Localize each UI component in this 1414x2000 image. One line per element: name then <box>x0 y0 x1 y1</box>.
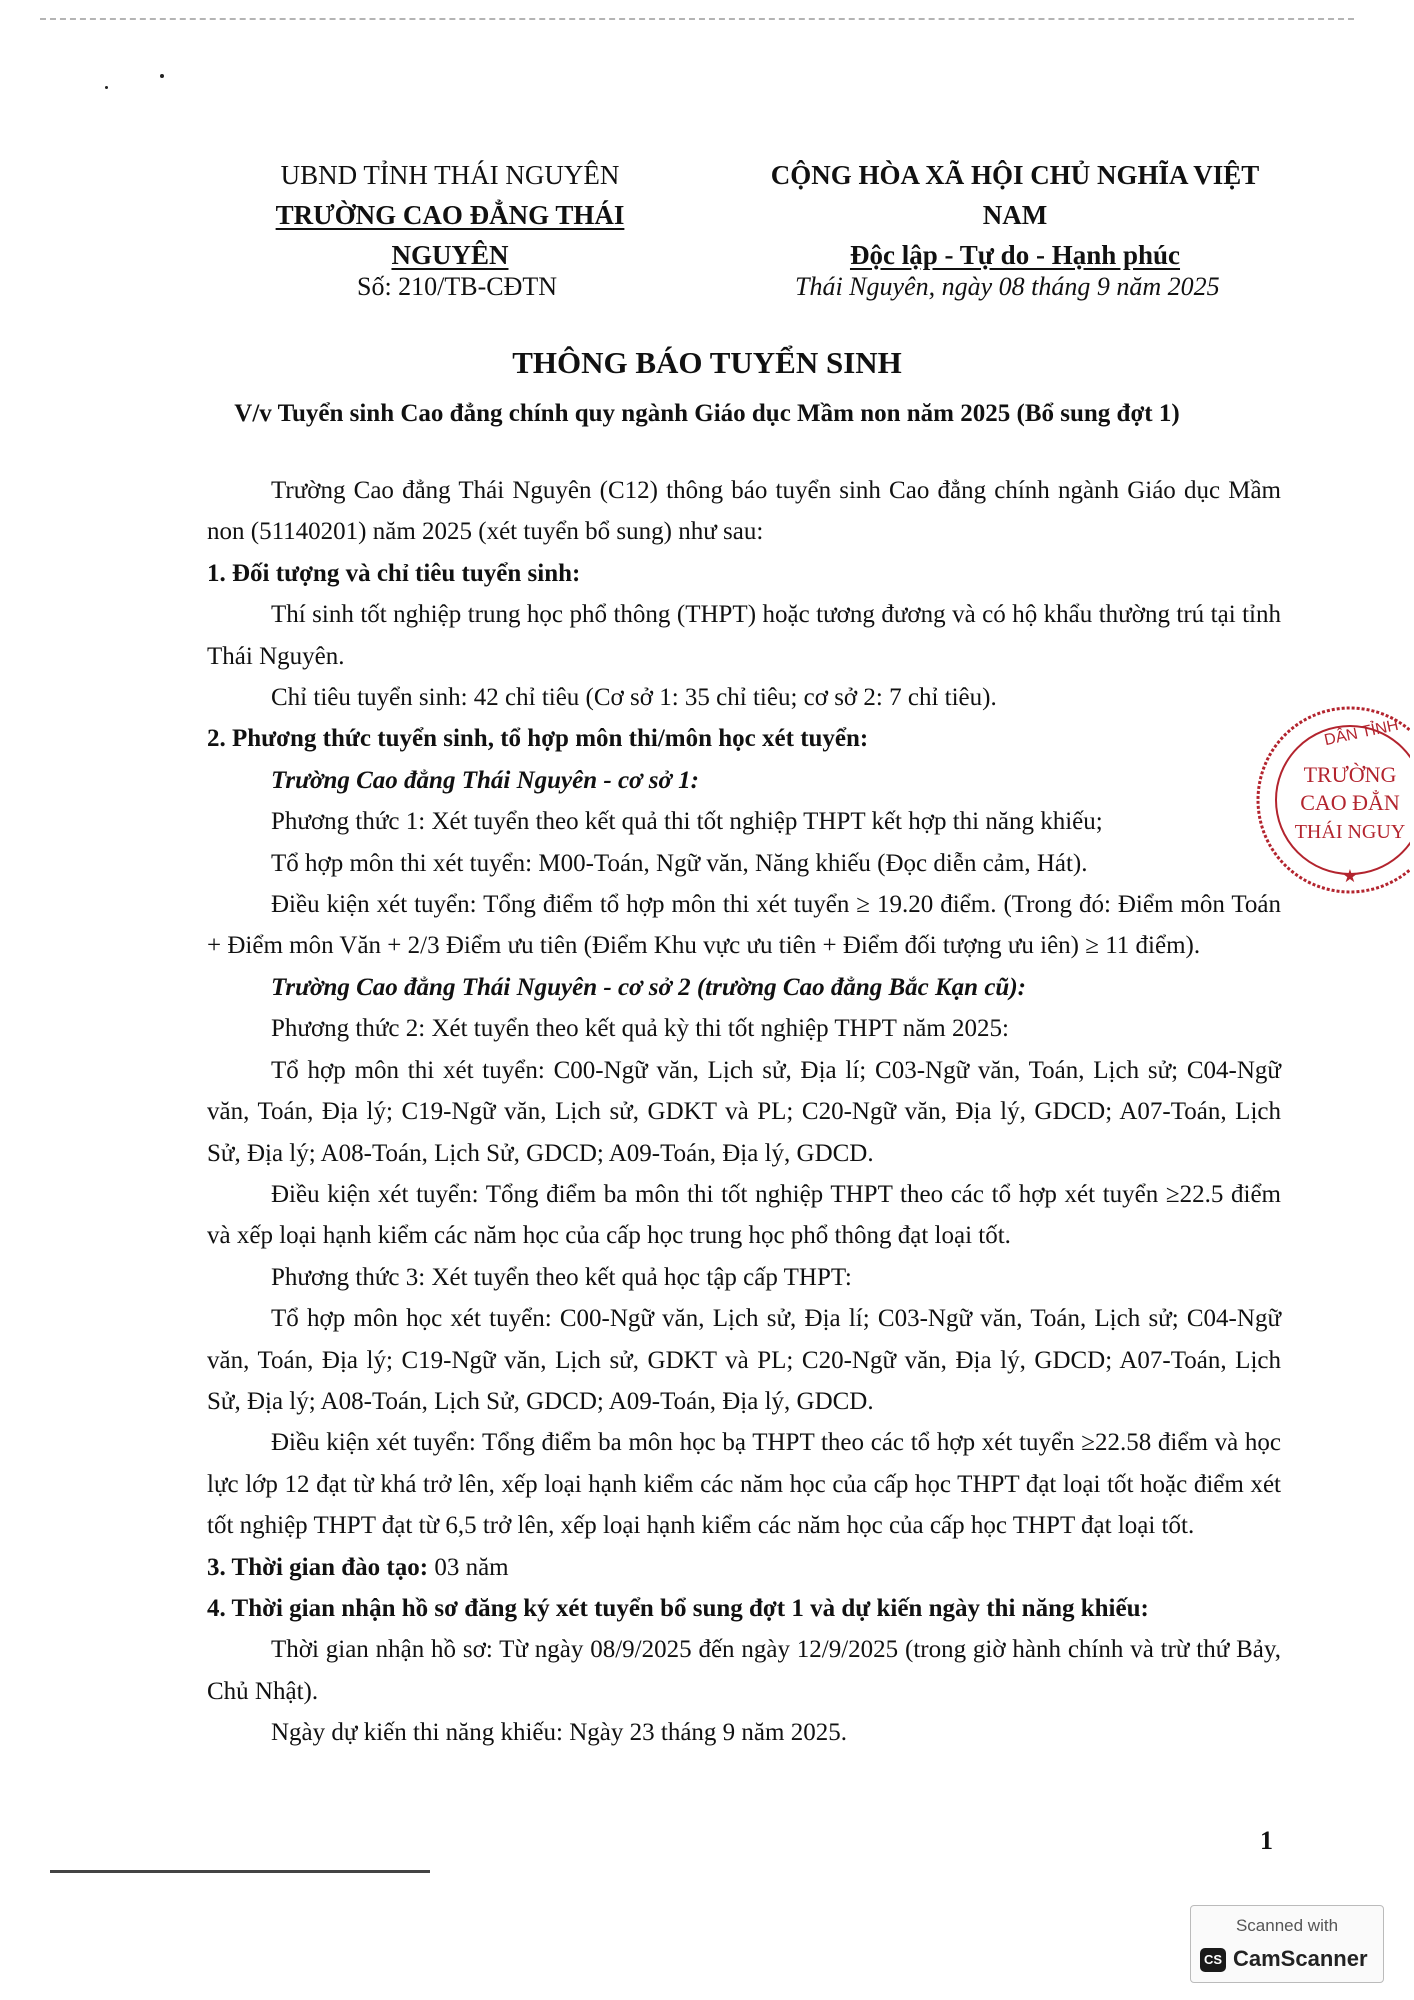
issuing-authority <box>230 155 670 275</box>
scan-speck <box>105 86 108 89</box>
paragraph: Điều kiện xét tuyển: Tổng điểm ba môn thi tốt nghiệp THPT theo các tổ hợp xét tuyển ≥22.5 điểm và xếp loại hạnh kiểm các năm học của cấp học trung học phổ thông đạt loại tốt. <box>207 1180 1281 1250</box>
national-motto <box>745 155 1285 275</box>
watermark-brand: CamScanner <box>1233 1946 1368 1971</box>
motto: Độc lập - Tự do - Hạnh phúc <box>849 240 1181 270</box>
svg-text:THÁI NGUY: THÁI NGUY <box>1294 821 1406 843</box>
paragraph: Điều kiện xét tuyển: Tổng điểm tổ hợp môn thi xét tuyển ≥ 19.20 điểm. (Trong đó: Điểm môn Toán + Điểm môn Văn + 2/3 Điểm ưu tiên (Điểm Khu vực ưu tiên + Điểm đối tượng ưu iên) ≥ 11 điểm). <box>207 891 1281 960</box>
svg-text:★: ★ <box>1341 866 1359 886</box>
document-subtitle: V/v Tuyển sinh Cao đẳng chính quy ngành Giáo dục Mầm non năm 2025 (Bổ sung đợt 1) <box>234 400 1180 427</box>
paragraph: Phương thức 3: Xét tuyển theo kết quả học tập cấp THPT: <box>271 1263 852 1291</box>
camscanner-logo-icon: CS <box>1200 1948 1226 1972</box>
authority-line: UBND TỈNH THÁI NGUYÊN <box>280 160 620 190</box>
paragraph: Tổ hợp môn học xét tuyển: C00-Ngữ văn, Lịch sử, Địa lí; C03-Ngữ văn, Toán, Lịch sử; C04-Ngữ văn, Toán, Địa lý; C19-Ngữ văn, Lịch sử, GDKT và PL; C20-Ngữ văn, Địa lý, GDCD; A07-Toán, Lịch Sử, Địa lý; A08-Toán, Lịch Sử, GDCD; A09-Toán, Địa lý, GDCD. <box>207 1305 1281 1415</box>
svg-text:TRƯỜNG: TRƯỜNG <box>1303 762 1397 787</box>
section-heading: 2. Phương thức tuyển sinh, tổ hợp môn thi/môn học xét tuyển: <box>207 725 869 753</box>
section-heading: 4. Thời gian nhận hồ sơ đăng ký xét tuyển bổ sung đợt 1 và dự kiến ngày thi năng khiếu: <box>207 1594 1149 1622</box>
paragraph: Phương thức 2: Xét tuyển theo kết quả kỳ thi tốt nghiệp THPT năm 2025: <box>271 1015 1009 1043</box>
paragraph: Tổ hợp môn thi xét tuyển: C00-Ngữ văn, Lịch sử, Địa lí; C03-Ngữ văn, Toán, Lịch sử; C04-Ngữ văn, Toán, Địa lý; C19-Ngữ văn, Lịch sử, GDKT và PL; C20-Ngữ văn, Địa lý, GDCD; A07-Toán, Lịch Sử, Địa lý; A08-Toán, Lịch Sử, GDCD; A09-Toán, Địa lý, GDCD. <box>207 1056 1281 1167</box>
svg-text:DÂN TỈNH: DÂN TỈNH <box>1322 716 1400 750</box>
campus-heading: Trường Cao đẳng Thái Nguyên - cơ sở 2 (trường Cao đẳng Bắc Kạn cũ): <box>271 973 1026 1001</box>
school-name: TRƯỜNG CAO ĐẲNG THÁI NGUYÊN <box>275 200 625 270</box>
watermark-caption: Scanned with <box>1235 1916 1339 1935</box>
country-name: CỘNG HÒA XÃ HỘI CHỦ NGHĨA VIỆT NAM <box>770 160 1260 230</box>
page-number: 1 <box>1260 1826 1273 1855</box>
section-heading: 1. Đối tượng và chỉ tiêu tuyển sinh: <box>207 559 581 587</box>
paragraph: Thời gian nhận hồ sơ: Từ ngày 08/9/2025 đến ngày 12/9/2025 (trong giờ hành chính và trừ thứ Bảy, Chủ Nhật). <box>207 1636 1281 1705</box>
training-duration: 03 năm <box>434 1553 509 1581</box>
document-title: THÔNG BÁO TUYỂN SINH <box>512 345 902 380</box>
svg-text:CAO ĐẲN: CAO ĐẲN <box>1300 790 1400 815</box>
paragraph: Ngày dự kiến thi năng khiếu: Ngày 23 tháng 9 năm 2025. <box>271 1719 847 1747</box>
paragraph: Điều kiện xét tuyển: Tổng điểm ba môn học bạ THPT theo các tổ hợp xét tuyển ≥22.58 điểm và học lực lớp 12 đạt từ khá trở lên, xếp loại hạnh kiểm các năm học của cấp học THPT đạt loại tốt hoặc điểm xét tốt nghiệp THPT đạt từ 6,5 trở lên, xếp loại hạnh kiểm các năm học của cấp học THPT đạt loại tốt. <box>207 1429 1281 1540</box>
scan-edge-line <box>40 18 1354 20</box>
section-heading: 3. Thời gian đào tạo: <box>207 1553 429 1581</box>
paragraph: Tổ hợp môn thi xét tuyển: M00-Toán, Ngữ văn, Năng khiếu (Đọc diễn cảm, Hát). <box>271 849 1088 877</box>
intro-paragraph: Trường Cao đẳng Thái Nguyên (C12) thông báo tuyển sinh Cao đẳng chính ngành Giáo dục Mầm non (51140201) năm 2025 (xét tuyển bổ sung) như sau: <box>207 477 1281 546</box>
scan-edge-line <box>50 1870 430 1873</box>
place-date: Thái Nguyên, ngày 08 tháng 9 năm 2025 <box>795 272 1220 301</box>
official-seal-stamp <box>1200 700 1410 910</box>
campus-heading: Trường Cao đẳng Thái Nguyên - cơ sở 1: <box>271 766 699 794</box>
paragraph: Thí sinh tốt nghiệp trung học phổ thông (THPT) hoặc tương đương và có hộ khẩu thường trú tại tỉnh Thái Nguyên. <box>207 601 1281 670</box>
document-number: Số: 210/TB-CĐTN <box>357 272 558 301</box>
paragraph: Phương thức 1: Xét tuyển theo kết quả thi tốt nghiệp THPT kết hợp thi năng khiếu; <box>271 808 1103 836</box>
scan-speck <box>160 74 164 78</box>
document-body <box>207 470 1281 1754</box>
camscanner-watermark <box>1190 1905 1384 1983</box>
section-3 <box>207 1547 1281 1588</box>
paragraph: Chỉ tiêu tuyển sinh: 42 chỉ tiêu (Cơ sở 1: 35 chỉ tiêu; cơ sở 2: 7 chỉ tiêu). <box>271 684 997 712</box>
